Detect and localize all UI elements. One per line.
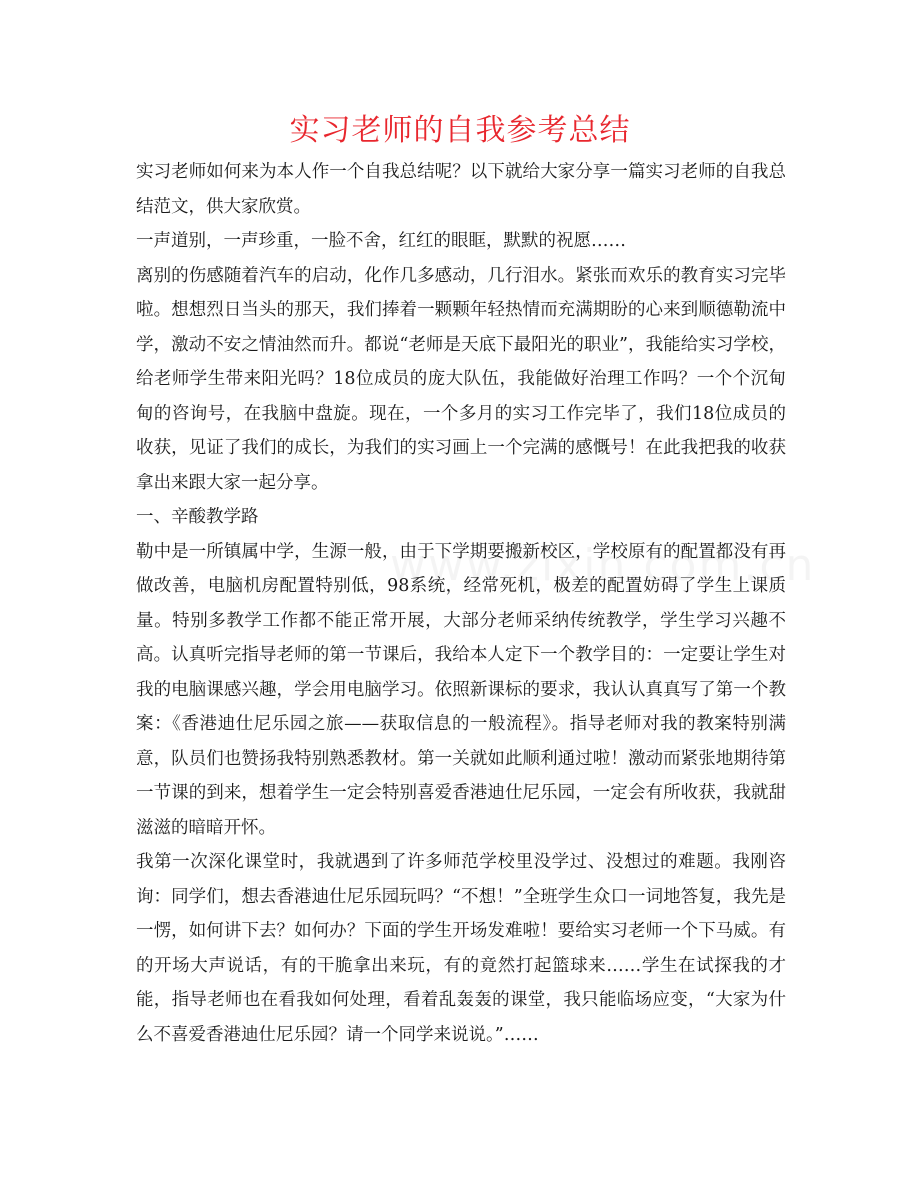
section-heading: 一、辛酸教学路	[136, 507, 259, 527]
reflection-paragraph: 离别的伤感随着汽车的启动，化作几多感动，几行泪水。紧张而欢乐的教育实习完毕啦。想想烈日当头的那天，我们捧着一颗颗年轻热情而充满期盼的心来到顺德勒流中学，激动不安之情油然而升。都说“老师是天底下最阳光的职业”，我能给实习学校，给老师学生带来阳光吗？18位成员的庞大队伍，我能做好治理工作吗？一个个沉甸甸的咨询号，在我脑中盘旋。现在，一个多月的实习工作完毕了，我们18位成员的收获，见证了我们的成长，为我们的实习画上一个完满的感慨号！在此我把我的收获拿出来跟大家一起分享。	[136, 265, 786, 493]
farewell-paragraph: 一声道别，一声珍重，一脸不舍，红红的眼眶，默默的祝愿……	[136, 231, 626, 251]
document-title: 实习老师的自我参考总结	[289, 113, 631, 148]
teaching-paragraph: 勒中是一所镇属中学，生源一般，由于下学期要搬新校区，学校原有的配置都没有再做改善，电脑机房配置特别低，98系统，经常死机，极差的配置妨碍了学生上课质量。特别多教学工作都不能正常开展，大部分老师采纳传统教学，学生学习兴趣不高。认真听完指导老师的第一节课后，我给本人定下一个教学目的：一定要让学生对我的电脑课感兴趣，学会用电脑学习。依照新课标的要求，我认认真真写了第一个教案：《香港迪仕尼乐园之旅——获取信息的一般流程》。指导老师对我的教案特别满意，队员们也赞扬我特别熟悉教材。第一关就如此顺利通过啦！激动而紧张地期待第一节课的到来，想着学生一定会特别喜爱香港迪仕尼乐园，一定会有所收获，我就甜滋滋的暗暗开怀。	[136, 541, 786, 838]
classroom-paragraph: 我第一次深化课堂时，我就遇到了许多师范学校里没学过、没想过的难题。我刚咨询：同学们，想去香港迪仕尼乐园玩吗？“不想！”全班学生众口一词地答复，我先是一愣，如何讲下去？如何办？下面的学生开场发难啦！要给实习老师一个下马威。有的开场大声说话，有的干脆拿出来玩，有的竟然打起篮球来……学生在试探我的才能，指导老师也在看我如何处理，看着乱轰轰的课堂，我只能临场应变，“大家为什么不喜爱香港迪仕尼乐园？请一个同学来说说。”……	[136, 852, 786, 1045]
document-body	[136, 155, 786, 1052]
intro-paragraph: 实习老师如何来为本人作一个自我总结呢？以下就给大家分享一篇实习老师的自我总结范文，供大家欣赏。	[136, 162, 786, 217]
